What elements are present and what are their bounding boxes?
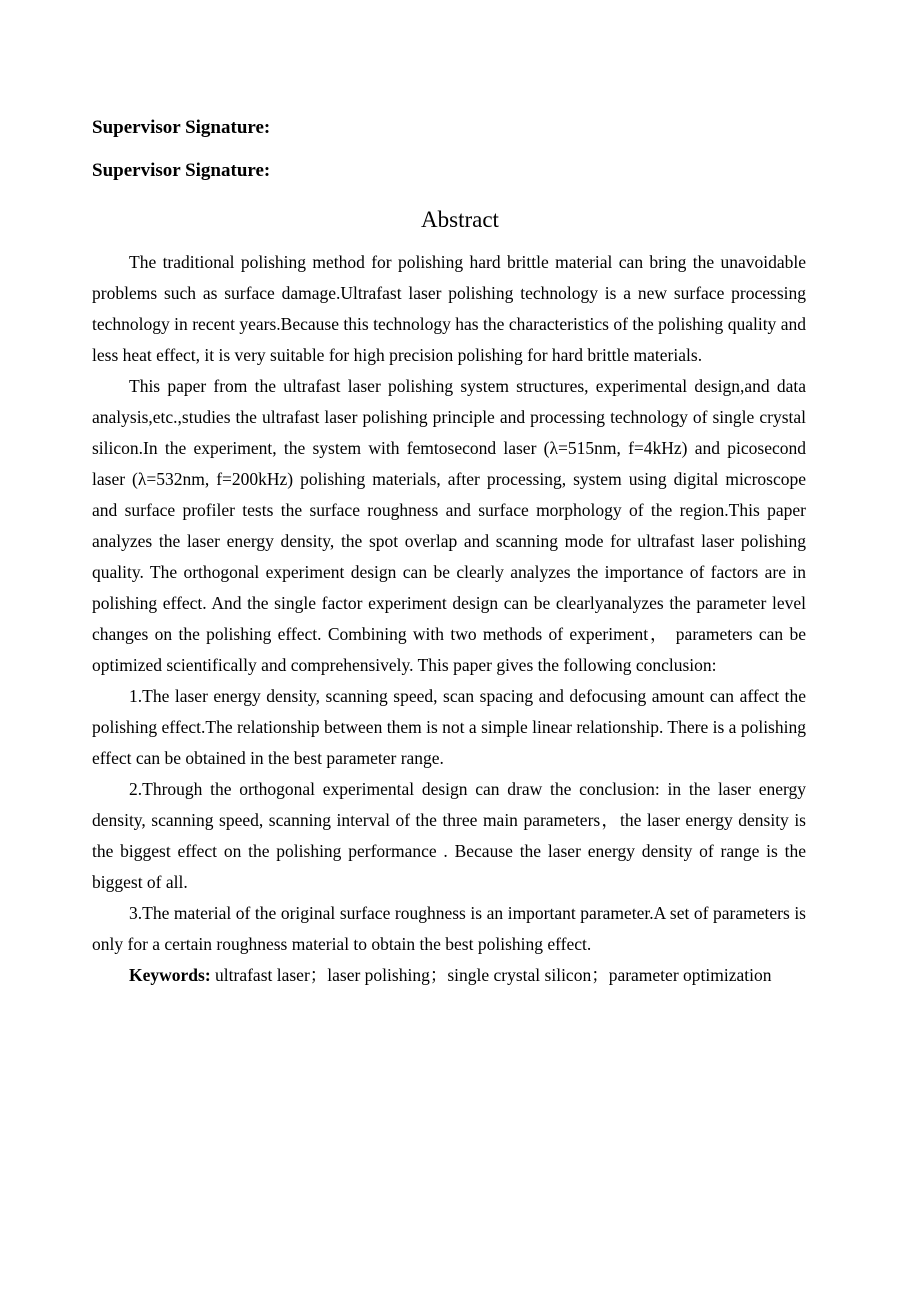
abstract-paragraph-5: 3.The material of the original surface roughness is an important parameter.A set of parameters is only for a certain roughness material to obtain the best polishing effect. [92, 903, 806, 954]
abstract-body [92, 247, 806, 991]
abstract-title: Abstract [421, 207, 499, 232]
supervisor-signature-label-1: Supervisor Signature: [92, 117, 271, 138]
abstract-paragraph-2: This paper from the ultrafast laser polishing system structures, experimental design,and data analysis,etc.,studies the ultrafast laser polishing principle and processing technology of single crystal silicon.In the experiment, the system with femtosecond laser (λ=515nm, f=4kHz) and picosecond laser (λ=532nm, f=200kHz) polishing materials, after processing, system using digital microscope and surface profiler tests the surface roughness and surface morphology of the region.This paper analyzes the laser energy density, the spot overlap and scanning mode for ultrafast laser polishing quality. The orthogonal experiment design can be clearly analyzes the importance of factors are in polishing effect. And the single factor experiment design can be clearlyanalyzes the parameter level changes on the polishing effect. Combining with two methods of experiment， parameters can be optimized scientifically and comprehensively. This paper gives the following conclusion: [92, 376, 806, 675]
abstract-paragraph-3: 1.The laser energy density, scanning speed, scan spacing and defocusing amount can affect the polishing effect.The relationship between them is not a simple linear relationship. There is a polishing effect can be obtained in the best parameter range. [92, 686, 806, 768]
abstract-paragraph-4: 2.Through the orthogonal experimental design can draw the conclusion: in the laser energy density, scanning speed, scanning interval of the three main parameters，the laser energy density is the biggest effect on the polishing performance . Because the laser energy density of range is the biggest of all. [92, 779, 806, 892]
keywords-label: Keywords: [129, 965, 211, 985]
keywords-text: ultrafast laser；laser polishing；single crystal silicon；parameter optimization [210, 965, 772, 985]
supervisor-signature-label-2: Supervisor Signature: [92, 160, 271, 181]
abstract-paragraph-1: The traditional polishing method for polishing hard brittle material can bring the unavoidable problems such as surface damage.Ultrafast laser polishing technology is a new surface processing technology in recent years.Because this technology has the characteristics of the polishing quality and less heat effect, it is very suitable for high precision polishing for hard brittle materials. [92, 252, 806, 365]
keywords-line [92, 960, 806, 991]
